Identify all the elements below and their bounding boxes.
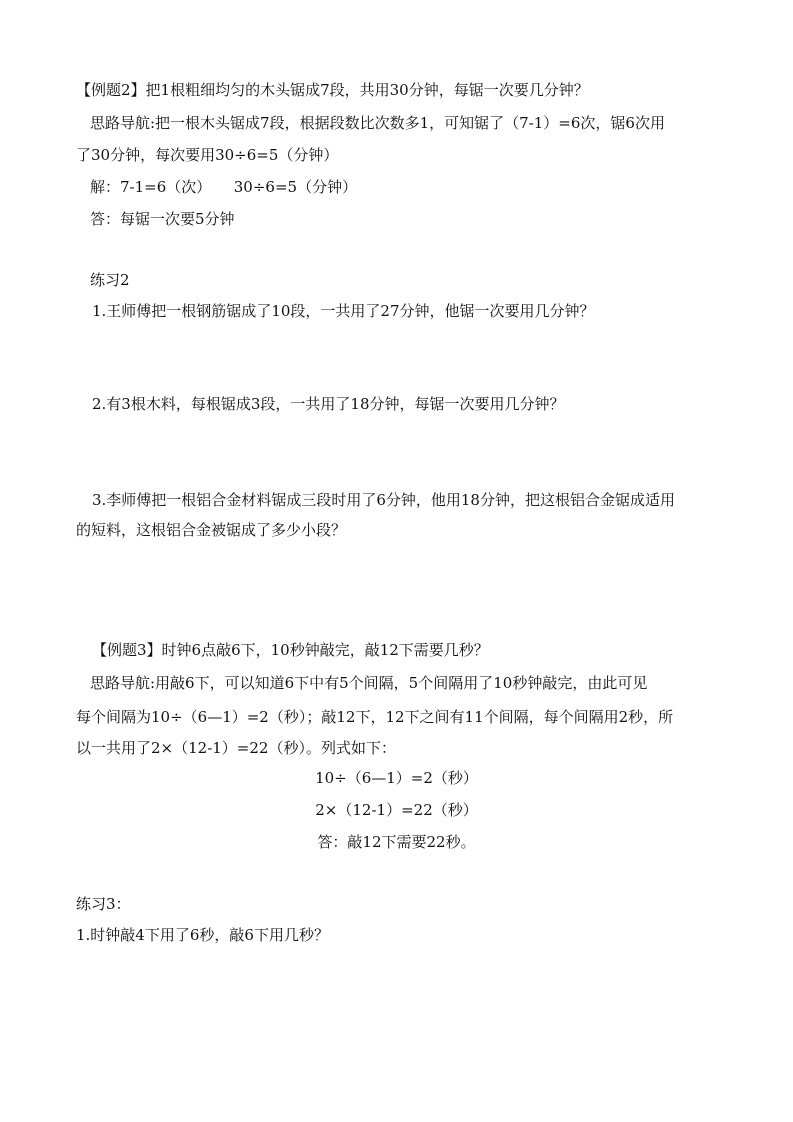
example-2-hint: 思路导航:把一根木头锯成7段，根据段数比次数多1，可知锯了（7-1）=6次，锯6次用 (90, 114, 665, 132)
practice-2-question-3-cont: 的短料，这根铝合金被锯成了多少小段？ (76, 521, 347, 539)
example-3-hint-cont-1: 每个间隔为10÷（6—1）=2（秒）；敲12下，12下之间有11个间隔，每个间隔用2秒，所 (76, 708, 674, 726)
example-2-title: 【例题2】把1根粗细均匀的木头锯成7段，共用30分钟，每锯一次要几分钟？ (76, 81, 589, 99)
practice-3-question-1: 1.时钟敲4下用了6秒，敲6下用几秒？ (76, 926, 329, 944)
practice-2-question-1: 1.王师傅把一根钢筋锯成了10段，一共用了27分钟，他锯一次要用几分钟？ (92, 302, 595, 320)
practice-2-question-3: 3.李师傅把一根铝合金材料锯成三段时用了6分钟，他用18分钟，把这根铝合金锯成适用 (92, 491, 675, 509)
example-2-hint-cont: 了30分钟，每次要用30÷6=5（分钟） (76, 146, 339, 164)
example-3-hint-cont-2: 以一共用了2×（12-1）=22（秒）。列式如下： (76, 739, 396, 757)
example-3-title: 【例题3】时钟6点敲6下，10秒钟敲完，敲12下需要几秒？ (92, 641, 489, 659)
example-3-answer: 答：敲12下需要22秒。 (317, 833, 476, 851)
example-2-answer: 答：每锯一次要5分钟 (90, 210, 235, 228)
practice-2-question-2: 2.有3根木料，每根锯成3段，一共用了18分钟，每锯一次要用几分钟？ (92, 395, 565, 413)
practice-3-heading: 练习3： (76, 895, 131, 913)
example-3-formula-1: 10÷（6—1）=2（秒） (315, 769, 478, 787)
practice-2-heading: 练习2 (90, 271, 130, 289)
example-2-solution: 解：7-1=6（次） 30÷6=5（分钟） (90, 178, 358, 196)
example-3-hint: 思路导航:用敲6下，可以知道6下中有5个间隔，5个间隔用了10秒钟敲完，由此可见 (90, 674, 648, 692)
example-3-formula-2: 2×（12-1）=22（秒） (315, 801, 478, 819)
